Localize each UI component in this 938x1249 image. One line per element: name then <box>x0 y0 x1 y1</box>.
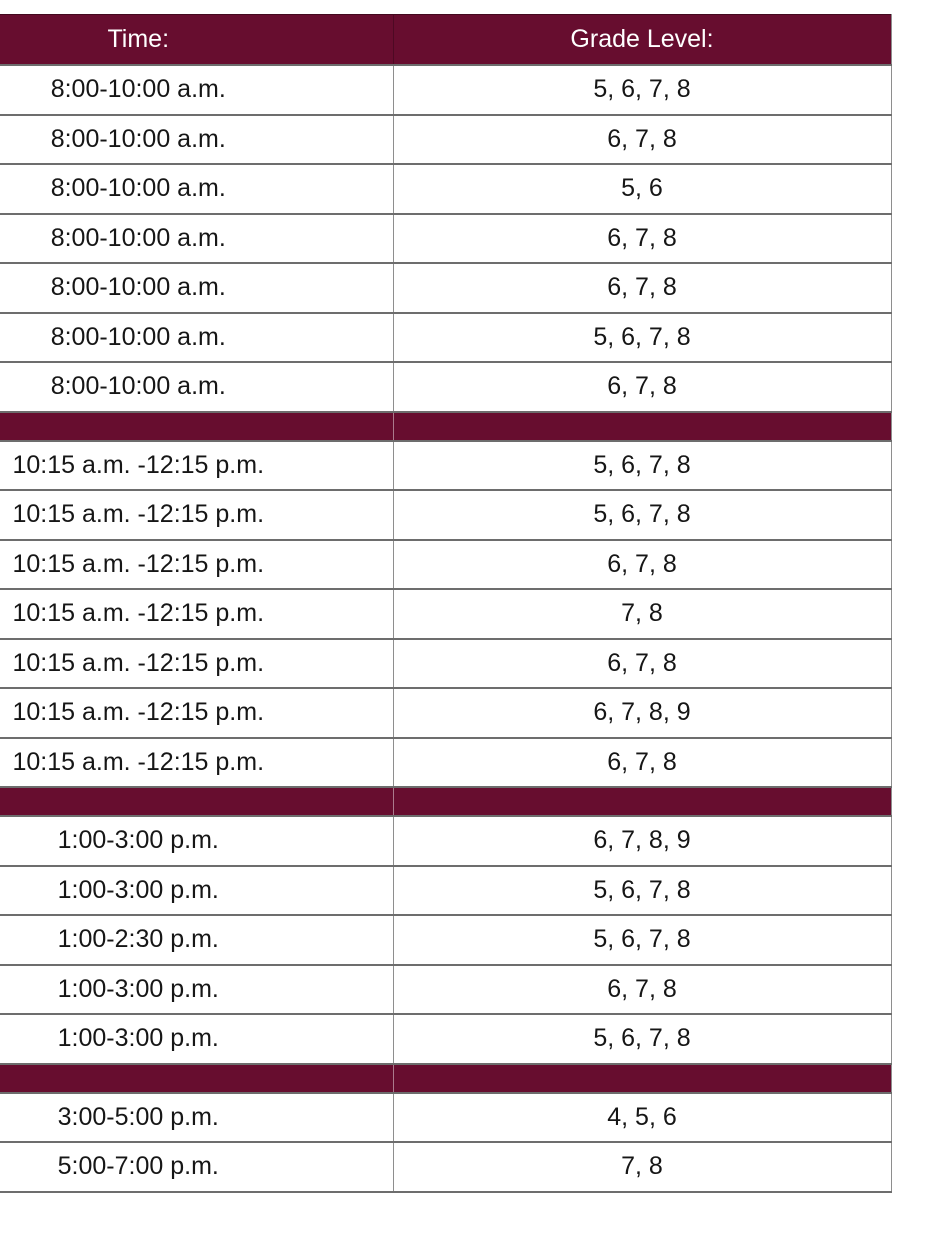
time-cell: 8:00-10:00 a.m. <box>0 164 393 214</box>
table-row <box>0 738 891 788</box>
table-row <box>0 441 891 491</box>
time-cell: 3:00-5:00 p.m. <box>0 1093 393 1143</box>
table-row <box>0 263 891 313</box>
table-row <box>0 866 891 916</box>
grade-level-cell: 5, 6, 7, 8 <box>393 1014 891 1064</box>
separator-cell <box>393 412 891 441</box>
grade-level-cell: 5, 6, 7, 8 <box>393 441 891 491</box>
separator-cell <box>393 787 891 816</box>
time-cell: 10:15 a.m. -12:15 p.m. <box>0 589 393 639</box>
grade-level-cell: 5, 6, 7, 8 <box>393 65 891 115</box>
grade-level-cell: 6, 7, 8, 9 <box>393 816 891 866</box>
table-row <box>0 214 891 264</box>
table-row <box>0 313 891 363</box>
schedule-body <box>0 65 891 1192</box>
time-column-header: Time: <box>0 15 393 66</box>
table-row <box>0 1014 891 1064</box>
grade-level-cell: 7, 8 <box>393 589 891 639</box>
table-row <box>0 540 891 590</box>
table-row <box>0 490 891 540</box>
group-separator-row <box>0 787 891 816</box>
table-row <box>0 965 891 1015</box>
separator-cell <box>0 412 393 441</box>
group-separator-row <box>0 412 891 441</box>
grade-level-cell: 6, 7, 8 <box>393 214 891 264</box>
grade-level-cell: 5, 6, 7, 8 <box>393 915 891 965</box>
table-row <box>0 1093 891 1143</box>
table-row <box>0 115 891 165</box>
group-separator-row <box>0 1064 891 1093</box>
time-cell: 8:00-10:00 a.m. <box>0 65 393 115</box>
separator-cell <box>0 1064 393 1093</box>
grade-level-cell: 6, 7, 8 <box>393 540 891 590</box>
grade-level-cell: 5, 6, 7, 8 <box>393 313 891 363</box>
grade-level-cell: 6, 7, 8 <box>393 362 891 412</box>
table-row <box>0 589 891 639</box>
table-row <box>0 816 891 866</box>
separator-cell <box>393 1064 891 1093</box>
grade-level-cell: 6, 7, 8 <box>393 738 891 788</box>
time-cell: 1:00-3:00 p.m. <box>0 816 393 866</box>
time-cell: 10:15 a.m. -12:15 p.m. <box>0 490 393 540</box>
time-cell: 8:00-10:00 a.m. <box>0 263 393 313</box>
table-row <box>0 915 891 965</box>
grade-level-cell: 6, 7, 8 <box>393 965 891 1015</box>
grade-level-column-header: Grade Level: <box>393 15 891 66</box>
grade-level-cell: 5, 6 <box>393 164 891 214</box>
table-row <box>0 164 891 214</box>
time-cell: 8:00-10:00 a.m. <box>0 115 393 165</box>
time-cell: 10:15 a.m. -12:15 p.m. <box>0 540 393 590</box>
time-cell: 5:00-7:00 p.m. <box>0 1142 393 1192</box>
table-row <box>0 65 891 115</box>
grade-level-cell: 6, 7, 8, 9 <box>393 688 891 738</box>
grade-level-cell: 6, 7, 8 <box>393 115 891 165</box>
time-cell: 1:00-3:00 p.m. <box>0 1014 393 1064</box>
time-cell: 10:15 a.m. -12:15 p.m. <box>0 688 393 738</box>
table-row <box>0 1142 891 1192</box>
time-cell: 10:15 a.m. -12:15 p.m. <box>0 639 393 689</box>
grade-level-cell: 6, 7, 8 <box>393 263 891 313</box>
time-cell: 10:15 a.m. -12:15 p.m. <box>0 738 393 788</box>
table-row <box>0 639 891 689</box>
time-cell: 8:00-10:00 a.m. <box>0 362 393 412</box>
header-row <box>0 15 891 66</box>
schedule-table <box>0 14 892 1193</box>
time-cell: 1:00-3:00 p.m. <box>0 965 393 1015</box>
time-cell: 8:00-10:00 a.m. <box>0 313 393 363</box>
grade-level-cell: 6, 7, 8 <box>393 639 891 689</box>
time-cell: 1:00-3:00 p.m. <box>0 866 393 916</box>
table-row <box>0 362 891 412</box>
table-row <box>0 688 891 738</box>
separator-cell <box>0 787 393 816</box>
time-cell: 10:15 a.m. -12:15 p.m. <box>0 441 393 491</box>
grade-level-cell: 5, 6, 7, 8 <box>393 490 891 540</box>
time-cell: 8:00-10:00 a.m. <box>0 214 393 264</box>
grade-level-cell: 4, 5, 6 <box>393 1093 891 1143</box>
grade-level-cell: 7, 8 <box>393 1142 891 1192</box>
time-cell: 1:00-2:30 p.m. <box>0 915 393 965</box>
grade-level-cell: 5, 6, 7, 8 <box>393 866 891 916</box>
